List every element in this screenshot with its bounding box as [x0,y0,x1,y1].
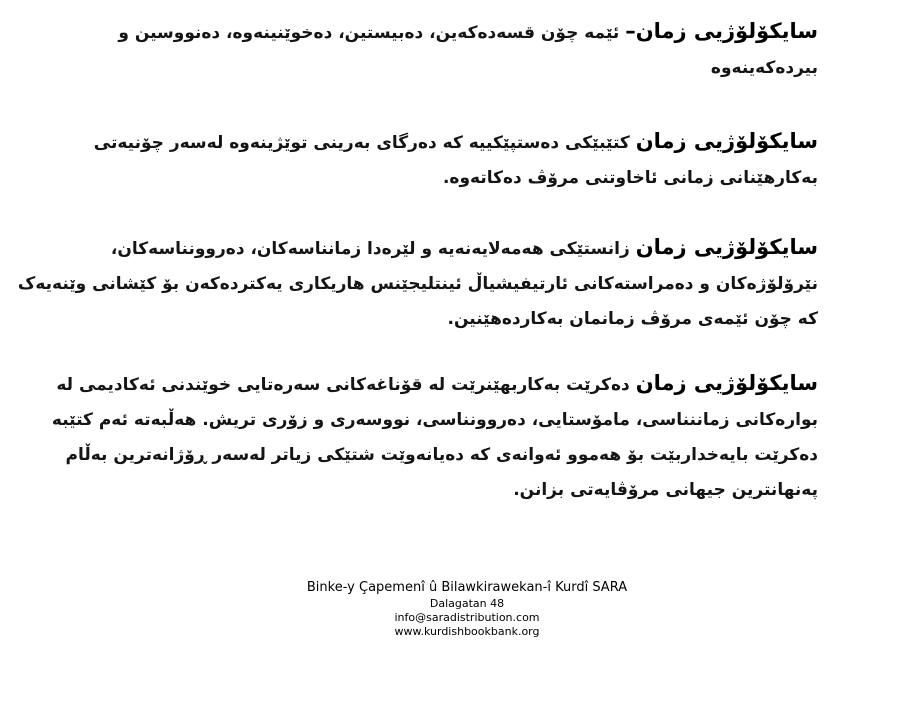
publisher-info [0,579,901,639]
book-title-lead: سایکۆلۆژیی زمان– [625,19,818,43]
paragraph-audience [10,366,818,508]
publisher-name: Binke-y Çapemenî û Bilawkirawekan-î Kurdî SARA [306,580,628,595]
paragraph-intro [10,14,818,86]
publisher-address: Dalagatan 48 [429,597,505,610]
paragraph-description [10,124,818,196]
book-title-lead: سایکۆلۆژیی زمان [635,371,818,395]
paragraph-text: کتێبێکی دەستپێکییە کە دەرگای بەرینی توێژینەوە لەسەر چۆنیەتی بەکارهێنانی زمانی ئاخاوتنی مرۆڤ دەکاتەوە. [93,133,818,188]
publisher-website: www.kurdishbookbank.org [394,625,540,638]
paragraph-text: دەکرێت بەکاربهێنرێت لە قۆناغەکانی سەرەتایی خوێندنی ئەکادیمی لە بوارەکانی زماننناسی، مامۆستایی، دەروونناسی، نووسەری و زۆری تریش. هەڵبەتە ئەم کتێبە دەکرێت بایەخداربێت بۆ هەموو ئەوانەی کە دەیانەوێت شتێکی زیاتر لەسەر ڕۆژانەترین بەڵام پەنهانترین جیهانی مرۆڤایەتی بزانن. [51,375,818,500]
book-title-lead: سایکۆلۆژیی زمان [635,235,818,259]
paragraph-text: زانستێکی هەمەلایەنەیە و لێرەدا زمانناسەکان، دەروونناسەکان، نێرۆلۆژەکان و دەمراستەکانی ئارتیفیشیاڵ ئینتلیجێنس هاریکاری یەکتردەکەن بۆ کێشانی وێنەیەک کە چۆن ئێمەی مرۆڤ زمانمان بەکاردەهێنین. [17,239,818,329]
paragraph-text: ئێمە چۆن قسەدەکەین، دەبیستین، دەخوێنینەوە، دەنووسین و بیردەکەینەوە [118,23,818,78]
publisher-email: info@saradistribution.com [394,611,540,624]
book-title-lead: سایکۆلۆژیی زمان [635,129,818,153]
paragraph-interdisciplinary [10,230,818,337]
